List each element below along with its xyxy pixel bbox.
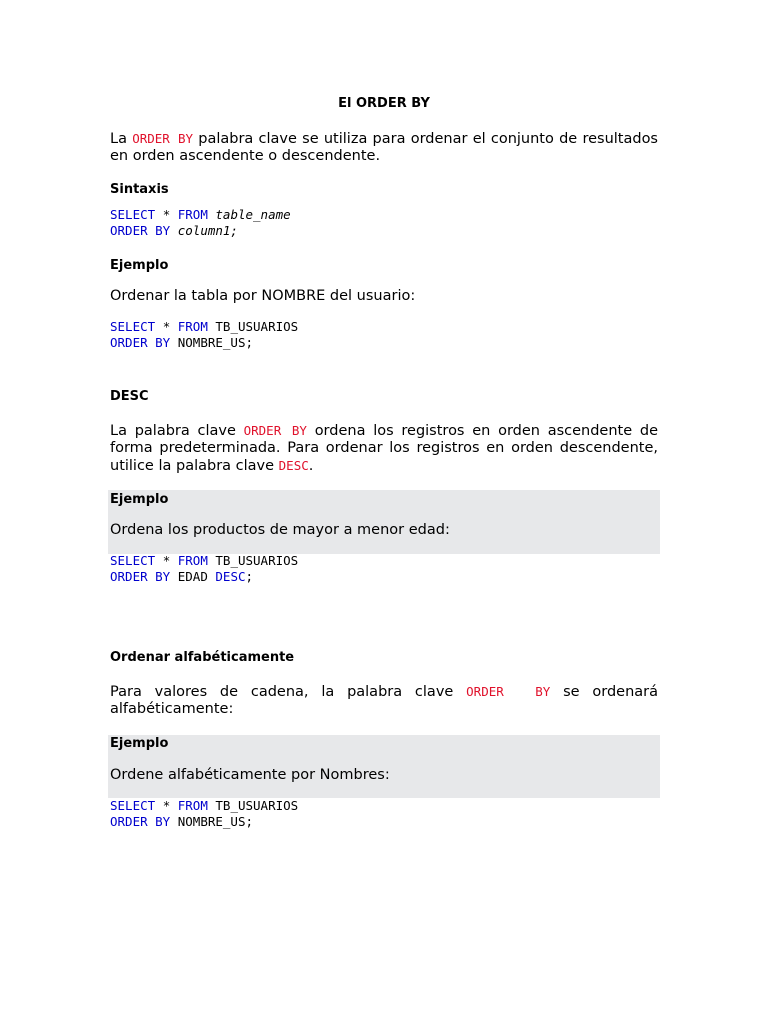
sql-star: * xyxy=(162,798,171,813)
code-line xyxy=(110,335,298,351)
sql-column: NOMBRE_US; xyxy=(177,334,254,350)
example1-heading: Ejemplo xyxy=(110,258,169,273)
sql-star: * xyxy=(162,207,171,222)
sql-keyword: SELECT xyxy=(110,798,156,813)
sql-keyword: FROM xyxy=(177,798,208,813)
sql-keyword: SELECT xyxy=(110,553,156,568)
desc-pre: La palabra clave xyxy=(110,423,236,439)
sql-keyword: DESC xyxy=(215,568,246,584)
sql-column: NOMBRE_US; xyxy=(177,813,254,829)
example3-code-block xyxy=(110,798,298,829)
sql-identifier: column1; xyxy=(177,222,238,238)
desc-heading: DESC xyxy=(110,389,149,404)
sql-keyword: ORDER BY xyxy=(110,222,171,238)
example3-heading: Ejemplo xyxy=(110,736,169,751)
order-by-keyword: ORDER BY xyxy=(132,131,194,146)
code-line xyxy=(110,319,298,335)
example2-heading: Ejemplo xyxy=(110,492,169,507)
alpha-post: se ordenará alfabéticamente: xyxy=(110,684,659,717)
sql-table: TB_USUARIOS xyxy=(215,798,299,813)
example1-code-block xyxy=(110,319,298,350)
alpha-pre: Para valores de cadena, la palabra clave xyxy=(110,684,454,700)
sql-star: * xyxy=(162,553,171,568)
code-line xyxy=(110,553,298,569)
sql-star: * xyxy=(162,319,171,334)
sql-keyword: ORDER BY xyxy=(110,568,171,584)
syntax-code-block xyxy=(110,207,291,238)
desc-mid: ordena los registros en orden ascendente de forma predeterminada. Para ordenar los registros en orden descendente, utilice la palabra clave xyxy=(110,423,658,474)
desc-keyword: DESC xyxy=(278,458,309,473)
sql-identifier: table_name xyxy=(215,207,291,222)
intro-pre: La xyxy=(110,131,127,147)
sql-keyword: ORDER BY xyxy=(110,334,171,350)
sql-column: EDAD xyxy=(177,568,208,584)
intro-post: palabra clave se utiliza para ordenar el conjunto de resultados en orden ascendente o descendente. xyxy=(110,131,658,164)
code-line xyxy=(110,207,291,223)
example3-text: Ordene alfabéticamente por Nombres: xyxy=(110,767,390,783)
order-by-keyword: ORDER BY xyxy=(243,423,307,438)
sql-keyword: ORDER BY xyxy=(110,813,171,829)
sql-table: TB_USUARIOS xyxy=(215,553,299,568)
code-line xyxy=(110,814,298,830)
order-by-keyword: ORDER BY xyxy=(466,684,551,699)
alpha-paragraph xyxy=(110,683,658,718)
example2-text: Ordena los productos de mayor a menor edad: xyxy=(110,522,450,538)
sql-keyword: SELECT xyxy=(110,207,156,222)
desc-end: . xyxy=(308,458,314,474)
code-line xyxy=(110,798,298,814)
sql-terminator: ; xyxy=(245,568,254,584)
code-line xyxy=(110,569,298,585)
intro-paragraph xyxy=(110,130,658,165)
syntax-heading: Sintaxis xyxy=(110,182,169,197)
code-line xyxy=(110,223,291,239)
desc-paragraph xyxy=(110,422,658,475)
sql-keyword: FROM xyxy=(177,319,208,334)
sql-keyword: SELECT xyxy=(110,319,156,334)
sql-keyword: FROM xyxy=(177,553,208,568)
alpha-heading: Ordenar alfabéticamente xyxy=(110,650,295,665)
page-title: El ORDER BY xyxy=(338,96,430,111)
example1-text: Ordenar la tabla por NOMBRE del usuario: xyxy=(110,288,416,304)
sql-keyword: FROM xyxy=(177,207,208,222)
example2-code-block xyxy=(110,553,298,584)
sql-table: TB_USUARIOS xyxy=(215,319,299,334)
